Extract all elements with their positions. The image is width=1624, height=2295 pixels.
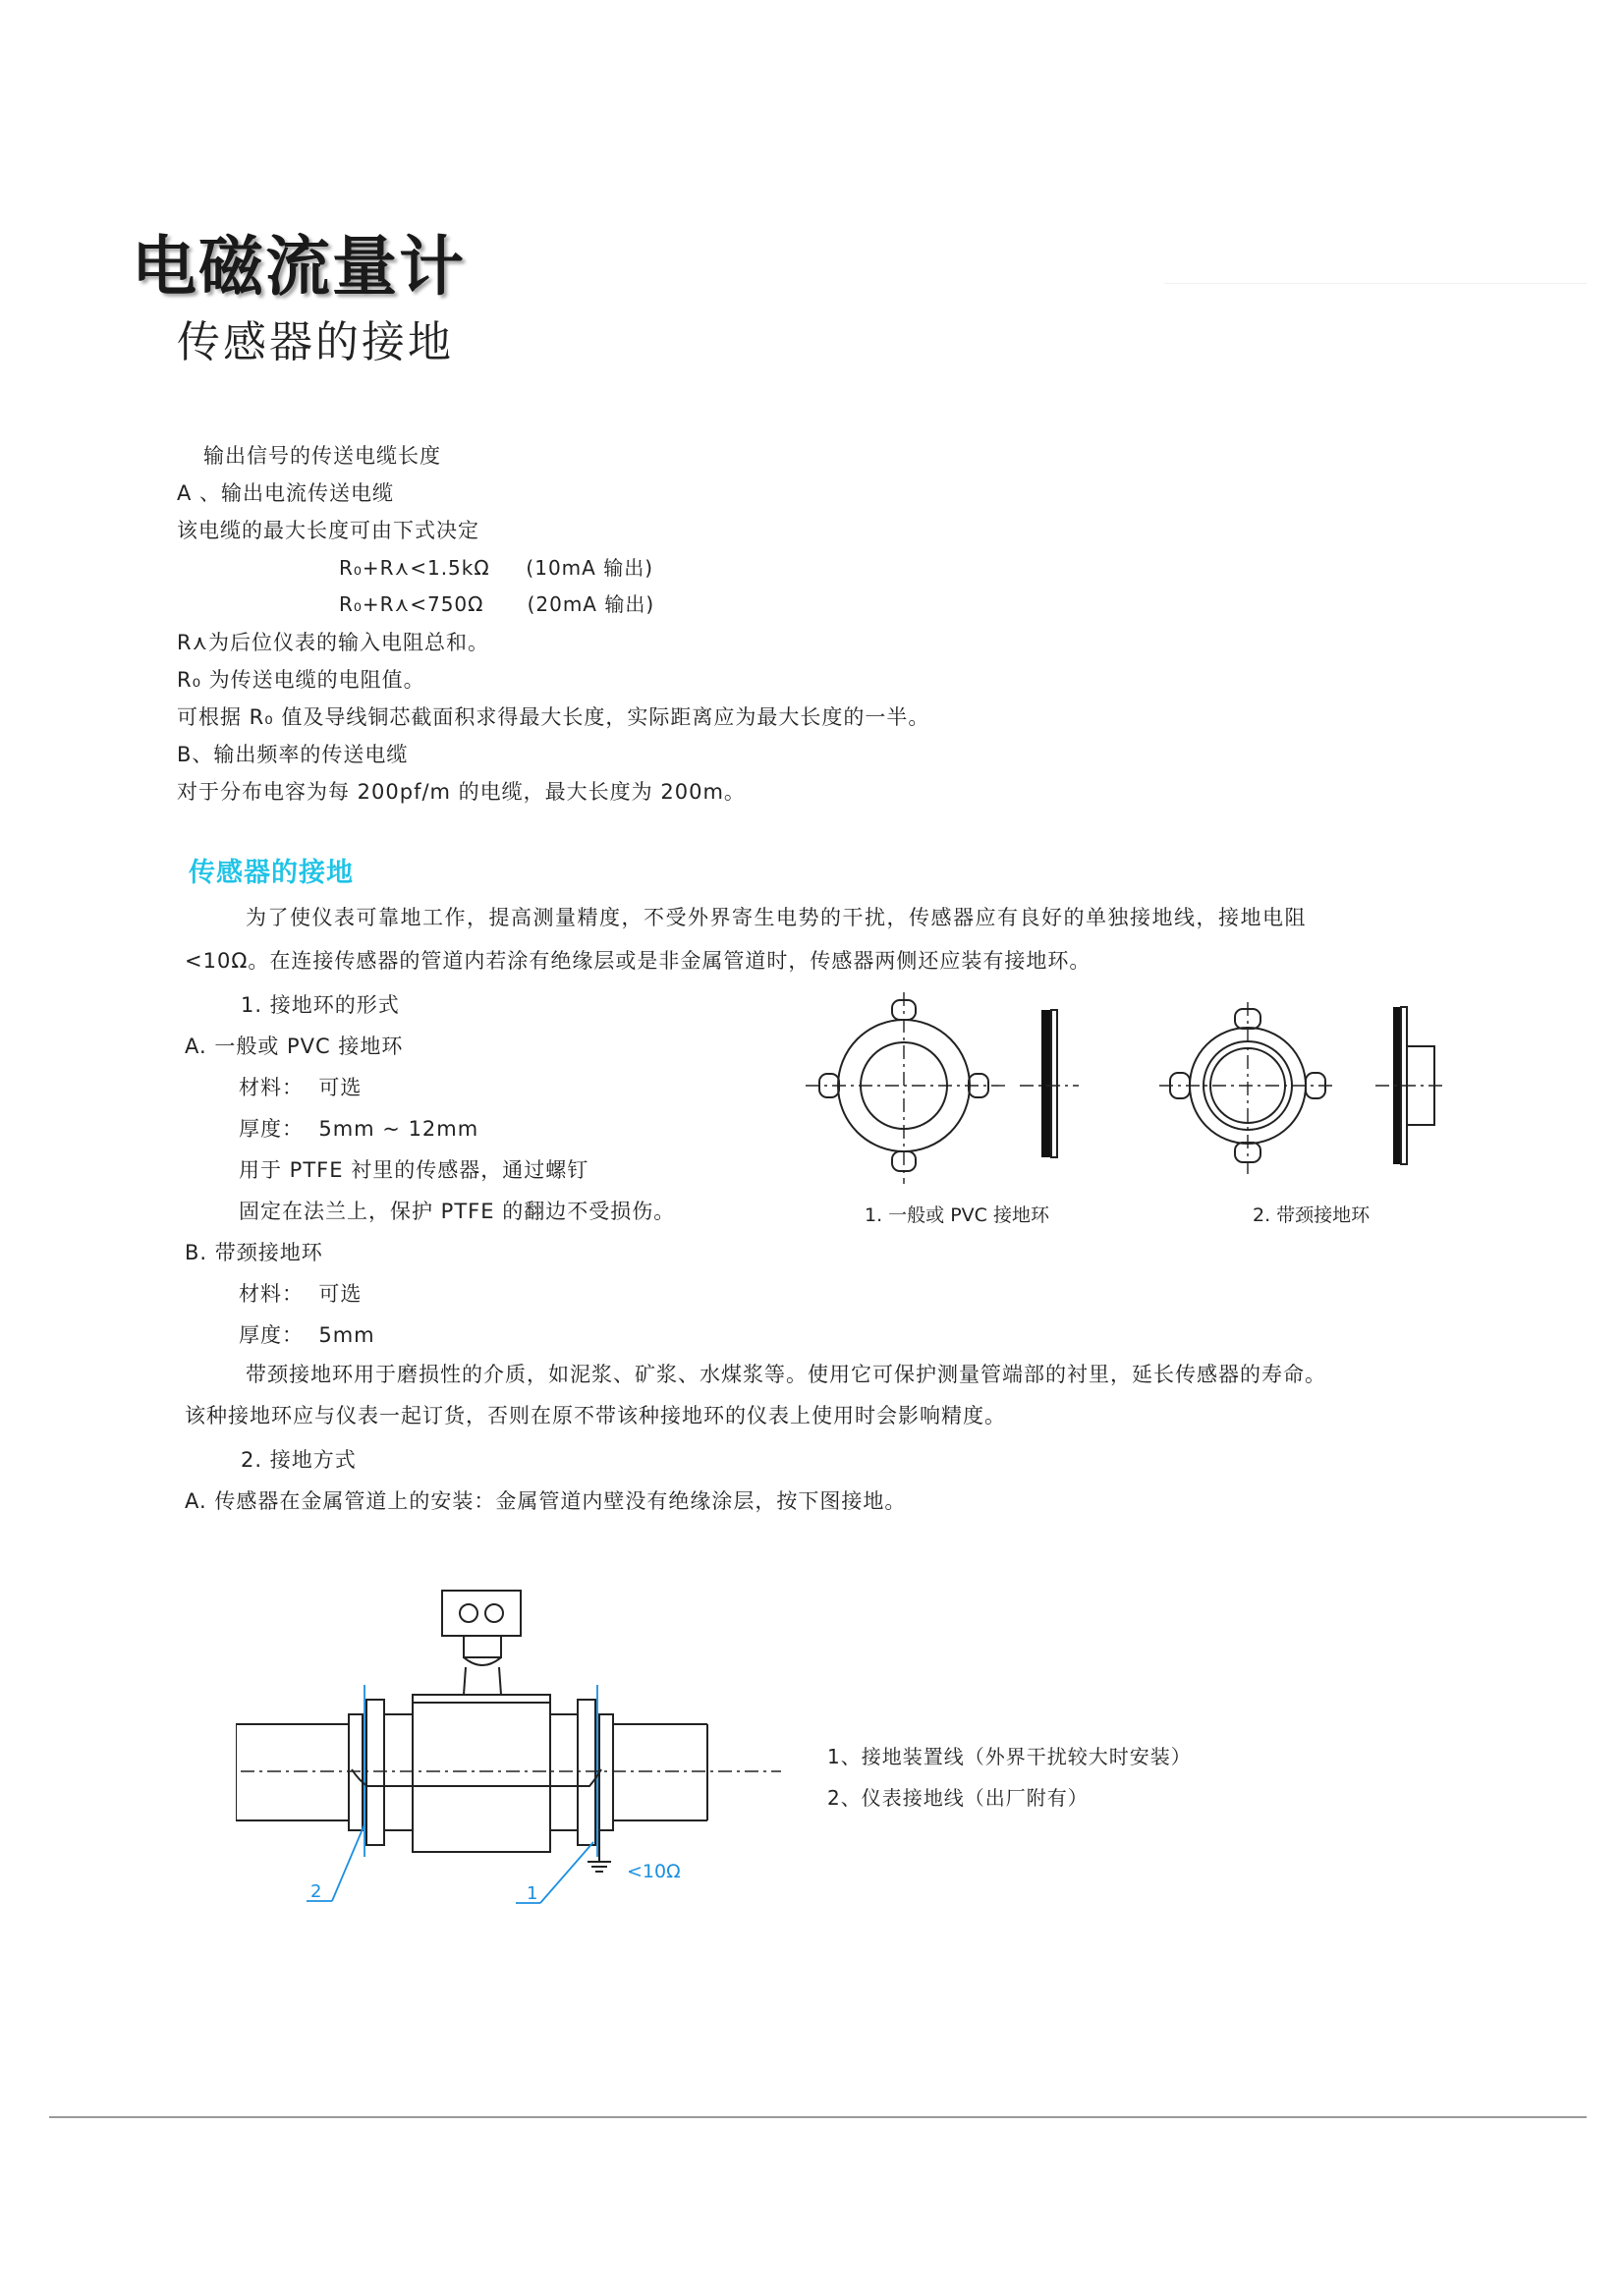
ring-b-desc-line2: 该种接地环应与仪表一起订货，否则在原不带该种接地环的仪表上使用时会影响精度。 [185,1404,1006,1427]
cable-heading: 输出信号的传送电缆长度 [203,444,441,468]
ring-a-material: 材料： 可选 [239,1076,363,1099]
ring-a-use-line1: 用于 PTFE 衬里的传感器，通过螺钉 [239,1158,589,1182]
section-heading-grounding: 传感器的接地 [189,858,354,888]
formula-20ma: R₀+R⋏<750Ω (20mA 输出) [339,592,655,616]
callout-2: 2 [310,1881,322,1902]
cable-note-ra: R⋏为后位仪表的输入电阻总和。 [177,631,489,654]
transmitter-head [442,1591,521,1695]
grounding-ring-diagram [806,992,1454,1189]
cable-b-desc: 对于分布电容为每 200pf/m 的电缆，最大长度为 200m。 [177,780,746,804]
ring-b-title: B. 带颈接地环 [185,1241,323,1264]
caption-pvc-ring: 1. 一般或 PVC 接地环 [865,1204,1049,1226]
cable-a-desc: 该电缆的最大长度可由下式决定 [177,519,479,542]
cable-b-title: B、输出频率的传送电缆 [177,743,409,766]
pvc-ring-front-view [806,992,1007,1184]
neck-ring-side-view [1375,1007,1444,1164]
ring-a-title: A. 一般或 PVC 接地环 [185,1035,404,1058]
ring-b-desc-line1: 带颈接地环用于磨损性的介质，如泥浆、矿浆、水煤浆等。使用它可保护测量管端部的衬里，延长传感器的寿命。 [246,1363,1326,1386]
ring-b-material: 材料： 可选 [239,1282,363,1306]
caption-neck-ring: 2. 带颈接地环 [1253,1204,1371,1226]
grounding-para-line1: 为了使仪表可靠地工作，提高测量精度，不受外界寄生电势的干扰，传感器应有良好的单独接地线，接地电阻 [246,906,1307,929]
cable-note-r0: R₀ 为传送电缆的电阻值。 [177,668,425,692]
resistance-label: <10Ω [627,1861,681,1882]
header-rule [1164,283,1587,284]
legend-item-1: 1、接地装置线（外界干扰较大时安装） [827,1745,1192,1768]
method-a: A. 传感器在金属管道上的安装：金属管道内壁没有绝缘涂层，按下图接地。 [185,1489,907,1513]
ring-a-thickness: 厚度： 5mm ~ 12mm [239,1117,479,1141]
neck-ring-front-view [1159,1002,1336,1174]
pvc-ring-side-view [1020,1010,1079,1157]
page-subtitle: 传感器的接地 [177,317,454,367]
ring-a-use-line2: 固定在法兰上，保护 PTFE 的翻边不受损伤。 [239,1200,676,1223]
cable-a-title: A 、输出电流传送电缆 [177,481,395,505]
ring-b-thickness: 厚度： 5mm [239,1323,375,1347]
page-title: 电磁流量计 [132,229,466,305]
callout-1: 1 [527,1883,538,1904]
ground-symbol [588,1830,611,1872]
ring-form-title: 1. 接地环的形式 [241,993,400,1017]
footer-rule [49,2116,1587,2118]
cable-note-length: 可根据 R₀ 值及导线铜芯截面积求得最大长度，实际距离应为最大长度的一半。 [177,705,930,729]
method-title: 2. 接地方式 [241,1448,357,1472]
grounding-para-line2: <10Ω。在连接传感器的管道内若涂有绝缘层或是非金属管道时，传感器两侧还应装有接地环。 [185,949,1092,973]
formula-10ma: R₀+R⋏<1.5kΩ (10mA 输出) [339,556,654,580]
sensor-body [413,1695,550,1852]
legend-item-2: 2、仪表接地线（出厂附有） [827,1786,1089,1810]
metal-pipe-grounding-diagram [236,1577,786,1921]
